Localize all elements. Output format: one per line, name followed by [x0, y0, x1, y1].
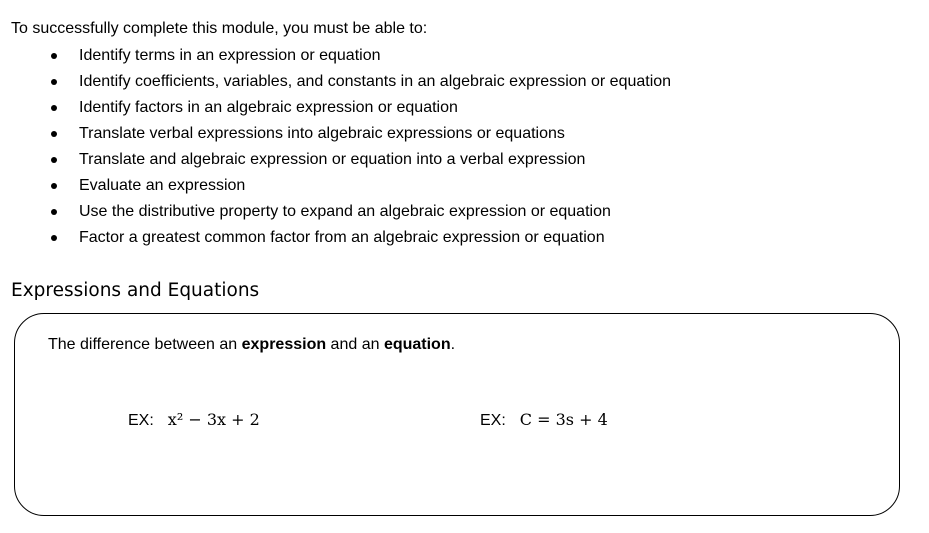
- list-item: [0, 201, 671, 227]
- objective-text: Translate verbal expressions into algebraic expressions or equations: [79, 125, 565, 142]
- bullet-icon: [51, 79, 57, 85]
- objective-text: Identify factors in an algebraic expression or equation: [79, 99, 458, 116]
- list-item: [0, 123, 671, 149]
- example-math-equation: C = 3s + 4: [519, 410, 608, 429]
- term-equation: equation: [383, 336, 451, 353]
- bullet-icon: [51, 105, 57, 111]
- example-equation: [480, 410, 608, 431]
- definition-text: [48, 335, 455, 355]
- objective-text: Identify coefficients, variables, and constants in an algebraic expression or equation: [79, 73, 672, 90]
- example-math-expression: x² − 3x + 2: [167, 410, 260, 429]
- intro-text: To successfully complete this module, you must be able to:: [11, 20, 428, 37]
- definition-text-middle: and an: [326, 336, 384, 353]
- list-item: [0, 175, 671, 201]
- example-expression: [128, 410, 260, 431]
- objective-text: Identify terms in an expression or equation: [79, 47, 381, 64]
- objective-text: Evaluate an expression: [79, 177, 246, 194]
- objectives-list: [0, 45, 671, 253]
- bullet-icon: [51, 235, 57, 241]
- list-item: [0, 71, 671, 97]
- definition-text-before: The difference between an: [48, 336, 242, 353]
- bullet-icon: [51, 157, 57, 163]
- bullet-icon: [51, 209, 57, 215]
- example-label: EX:: [128, 412, 154, 429]
- bullet-icon: [51, 131, 57, 137]
- list-item: [0, 97, 671, 123]
- example-label: EX:: [480, 412, 506, 429]
- objective-text: Factor a greatest common factor from an algebraic expression or equation: [79, 229, 605, 246]
- term-expression: expression: [241, 336, 327, 353]
- list-item: [0, 149, 671, 175]
- section-heading: Expressions and Equations: [11, 280, 260, 301]
- definition-box: [14, 313, 900, 516]
- objective-text: Use the distributive property to expand an algebraic expression or equation: [79, 203, 611, 220]
- bullet-icon: [51, 183, 57, 189]
- bullet-icon: [51, 53, 57, 59]
- list-item: [0, 227, 671, 253]
- objective-text: Translate and algebraic expression or equation into a verbal expression: [79, 151, 586, 168]
- list-item: [0, 45, 671, 71]
- definition-text-after: .: [450, 336, 456, 353]
